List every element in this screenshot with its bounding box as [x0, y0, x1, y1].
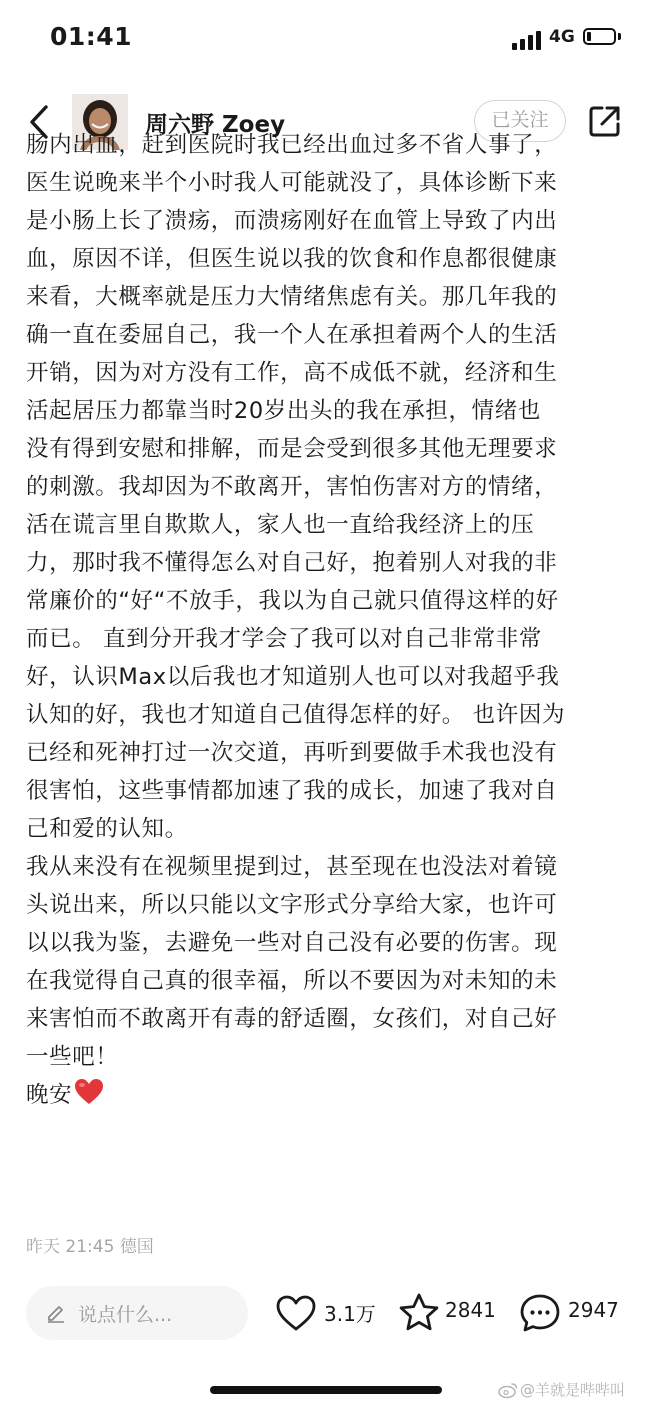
cut-off-line: 肠内出血，赶到医院时我已经出血过多不省人事了， — [26, 132, 558, 158]
like-button[interactable] — [274, 1292, 384, 1334]
post-meta — [26, 1232, 154, 1257]
favorite-count: 2841 — [445, 1298, 496, 1322]
pencil-icon — [46, 1303, 66, 1323]
like-count: 3.1万 — [324, 1302, 376, 1326]
signal-strength-icon — [512, 30, 542, 50]
paragraph-1: 医生说晚来半个小时我人可能就没了，具体诊断下来 是小肠上长了溃疡，而溃疡刚好在血管上导致了内出 血，原因不详，但医生说以我的饮食和作息都很健康 来看，大概率就是压力大情绪焦虑有关。那几年我的 确一直在委屈自己，我一个人在承担着两个人的生活 开销，因为对方没有工作，高不成低不就，经济和生 活起居压力都靠当时20岁出头的我在承担，情绪也 没有得到安慰和排解，而是会受到很多其他无理要求 的刺激。我却因为不敢离开，害怕伤害对方的情绪， 活在谎言里自欺欺人，家人也一直给我经济上的压 力，那时我不懂得怎么对自己好，抱着别人对我的非 常廉价的“好“不放手，我以为自己就只值得这样的好 而已。 直到分开我才学会了我可以对自己非常非常 好，认识Max以后我也才知道别人也可以对我超乎我 认知的好，我也才知道自己值得怎样的好。 也许因为 已经和死神打过一次交道，再听到要做手术我也没有 很害怕，这些事情都加速了我的成长，加速了我对自 己和爱的认知。 — [26, 170, 566, 842]
comment-count: 2947 — [568, 1298, 619, 1322]
paragraph-2: 我从来没有在视频里提到过，甚至现在也没法对着镜 头说出来，所以只能以文字形式分享给大家，也许可 以以我为鉴，去避免一些对自己没有必要的伤害。现 在我觉得自己真的很幸福，所以不要因为对未知的未 来害怕而不敢离开有毒的舒适圈，女孩们，对自己好 一些吧！ — [26, 854, 558, 1070]
weibo-icon — [498, 1382, 518, 1398]
network-type: 4G — [549, 27, 575, 47]
comment-placeholder: 说点什么... — [78, 1304, 173, 1326]
star-icon — [397, 1292, 441, 1334]
status-bar — [0, 0, 650, 80]
closing-line — [26, 1076, 626, 1114]
battery-icon — [583, 28, 616, 45]
favorite-button[interactable] — [397, 1292, 502, 1334]
author-name[interactable]: 周六野 Zoey — [145, 112, 286, 138]
status-time: 01:41 — [50, 22, 133, 51]
follow-button[interactable]: 已关注 — [474, 100, 566, 142]
watermark-text: @羊就是哔哔叫 — [520, 1381, 626, 1399]
comment-bubble-icon — [518, 1292, 562, 1334]
closing-text: 晚安 — [26, 1082, 73, 1108]
battery-cap — [618, 33, 621, 40]
post-content — [26, 132, 626, 1206]
home-indicator[interactable] — [210, 1386, 442, 1394]
heart-icon — [274, 1292, 318, 1334]
comment-button[interactable] — [518, 1292, 628, 1334]
post-location: 德国 — [119, 1237, 154, 1257]
red-heart-emoji-icon — [74, 1078, 104, 1106]
watermark — [498, 1379, 625, 1400]
post-timestamp: 昨天 21:45 — [26, 1237, 115, 1257]
comment-input[interactable] — [26, 1286, 248, 1340]
